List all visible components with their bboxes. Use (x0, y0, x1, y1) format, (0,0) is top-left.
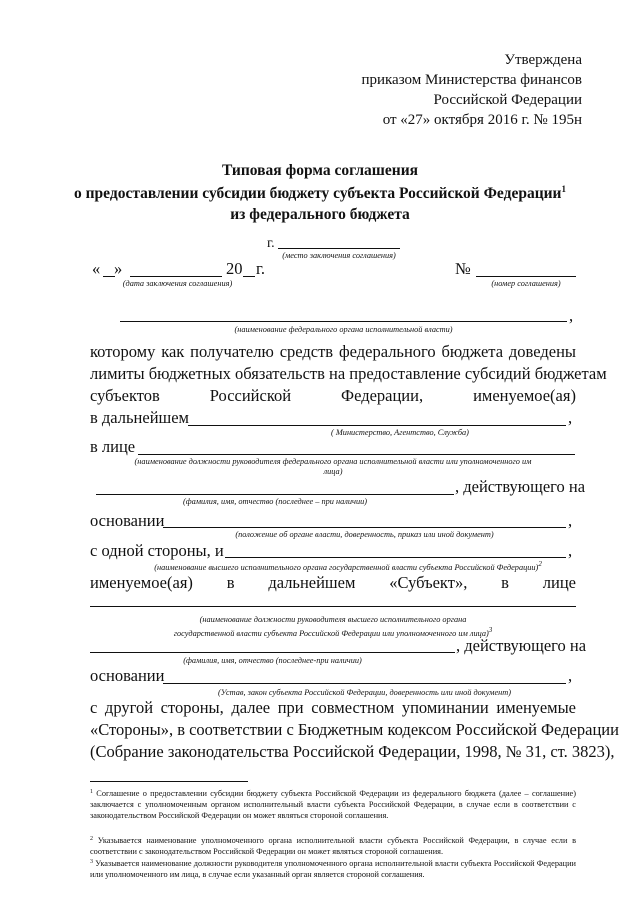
in-person-caption-2: лица) (323, 467, 343, 476)
ministry-field[interactable] (188, 425, 566, 426)
in-person-caption-1: (наименование должности руководителя федерального органа исполнительной власти или уполномоченного им (134, 457, 532, 466)
date-quote-open: « (92, 259, 101, 278)
p2-line-2: «Стороны», в соответствии с Бюджетным кодексом Российской Федерации (90, 720, 619, 739)
place-field[interactable] (278, 248, 400, 249)
acting-label: , действующего на (455, 477, 586, 496)
head-field[interactable] (90, 606, 576, 607)
title-line-1: Типовая форма соглашения (221, 162, 419, 179)
date-year-field[interactable] (243, 276, 255, 277)
fio-field[interactable] (96, 494, 454, 495)
fed-organ-caption: (наименование федерального органа исполнительной власти) (234, 325, 453, 334)
fio2-caption: (фамилия, имя, отчество (последнее-при наличии) (183, 656, 362, 665)
named-word: именуемое(ая) (90, 573, 193, 592)
number-field[interactable] (476, 276, 576, 277)
title-line-3: из федерального бюджета (230, 206, 410, 223)
in-person-label: в лице (90, 437, 136, 456)
footnote-1: $^1$ Соглашение о предоставлении субсидии бюджету субъекта Российской Федерации из федерального бюджета (далее – соглашение) заключается с уполномоченным органом исполнительный власти субъекта Российской Федерации, в случае если в соответствии с законодательством Российской Федерации он может являться стороной соглашения. (90, 789, 576, 820)
p1-line-2: лимиты бюджетных обязательств на предоставление субсидий бюджетам (90, 364, 607, 383)
basis-comma: , (568, 511, 573, 530)
approval-line-3: Российской Федерации (433, 92, 582, 108)
subject-caption: (наименование высшего исполнительного органа государственной власти субъекта Российской Федерации)$^2$ (154, 560, 542, 572)
approval-line-4: от «27» октября 2016 г. № 195н (382, 112, 582, 128)
subject-comma: , (568, 541, 573, 560)
ministry-comma: , (568, 408, 573, 427)
number-sign: № (455, 259, 471, 278)
p1-word: субъектов (90, 386, 160, 405)
date-caption: (дата заключения соглашения) (122, 279, 233, 288)
subject-field[interactable] (225, 557, 566, 558)
title-line-2: о предоставлении субсидии бюджету субъекта Российской Федерации$^1$ (74, 184, 566, 202)
number-caption: (номер соглашения) (491, 279, 561, 288)
basis2-comma: , (568, 666, 573, 685)
footnote-3: $^3$ Указывается наименование должности руководителя уполномоченного органа исполнительной власти субъекта Российской Федерации или уполномоченного им лица, в случае если указанный орган является стороной соглашения. (90, 859, 576, 879)
fed-organ-field[interactable] (120, 321, 567, 322)
one-side-label: с одной стороны, и (90, 541, 224, 560)
place-caption: (место заключения соглашения) (282, 251, 396, 260)
named-line (90, 572, 576, 594)
footnote-separator (90, 781, 248, 782)
fio-caption: (фамилия, имя, отчество (последнее – при наличии) (182, 497, 368, 506)
named-word: в (501, 573, 509, 592)
in-person-field[interactable] (138, 454, 575, 455)
p2-line-3: (Собрание законодательства Российской Федерации, 1998, № 31, ст. 3823), (90, 742, 615, 761)
named-word: «Субъект», (389, 573, 468, 592)
fio2-field[interactable] (90, 652, 455, 653)
date-year-prefix: 20 (226, 259, 243, 278)
date-year-suffix: г. (256, 259, 266, 278)
basis2-caption: (Устав, закон субъекта Российской Федерации, доверенность или иной документ) (217, 688, 512, 697)
basis-field[interactable] (163, 527, 566, 528)
date-quote-close: » (114, 259, 123, 278)
named-word: дальнейшем (268, 573, 356, 592)
ministry-caption: ( Министерство, Агентство, Служба) (331, 428, 469, 437)
footnote-2: $^2$ Указывается наименование уполномоченного органа исполнительной власти субъекта Российской Федерации, в случае если в соответствии с законодательством Российской Федерации он может являться стороной соглашения. (90, 836, 576, 856)
named-word: в (226, 573, 235, 592)
fed-organ-comma: , (569, 306, 574, 325)
basis2-field[interactable] (163, 683, 566, 684)
acting2-label: , действующего на (456, 636, 587, 655)
approval-line-1: Утверждена (504, 52, 582, 68)
p1-word: Российской (209, 386, 292, 405)
place-prefix: г. (267, 236, 275, 251)
named-word: лице (542, 573, 576, 592)
date-month-field[interactable] (130, 276, 222, 277)
p1-line-1: которому как получателю средств федерального бюджета доведены (90, 342, 576, 361)
basis-caption: (положение об органе власти, доверенность, приказ или иной документ) (235, 530, 494, 539)
head-caption-1: (наименование должности руководителя высшего исполнительного органа (199, 615, 467, 624)
p2-line-1: с другой стороны, далее при совместном упоминании именуемые (90, 698, 576, 717)
p1-word: именуемое(ая) (473, 386, 576, 405)
p1-word: Федерации, (341, 386, 424, 405)
p1-line-4: в дальнейшем (90, 408, 189, 427)
head-caption-2: государственной власти субъекта Российской Федерации или уполномоченного им лица)$^3$ (173, 626, 493, 638)
approval-line-2: приказом Министерства финансов (361, 72, 582, 88)
p1-line-3 (90, 385, 576, 407)
basis2-label: основании (90, 666, 165, 685)
basis-label: основании (90, 511, 165, 530)
